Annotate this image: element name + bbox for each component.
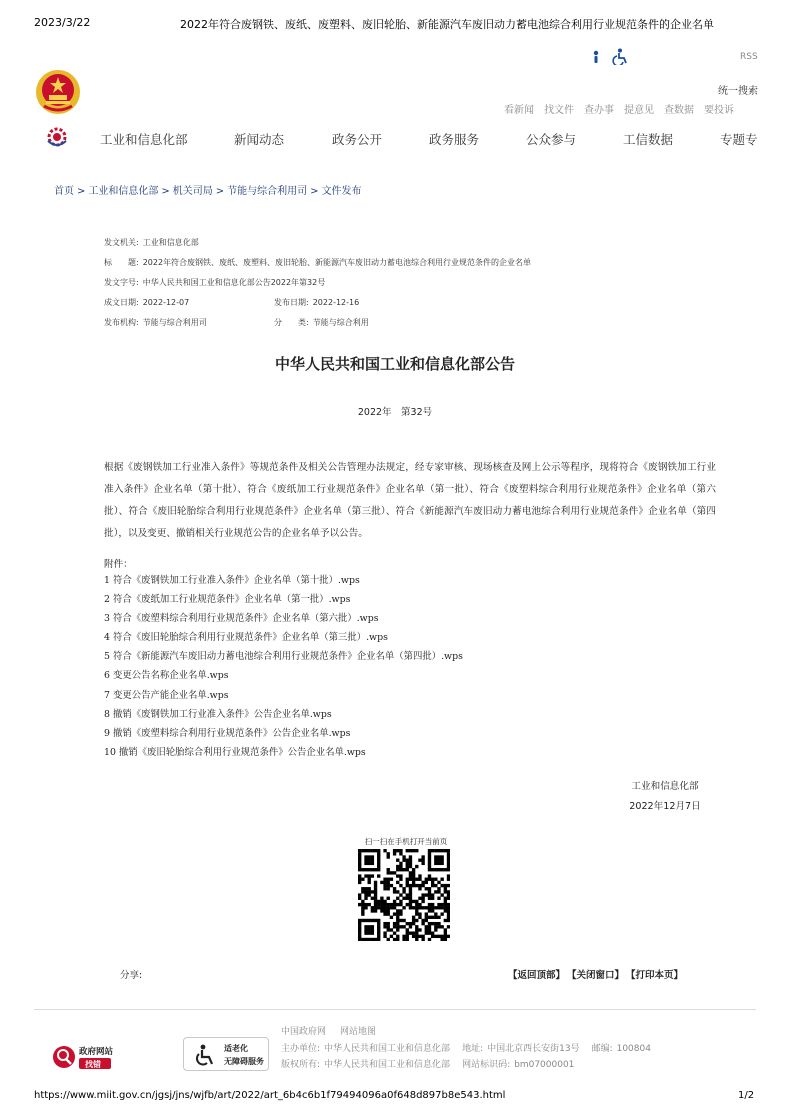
attachment-link[interactable]: 5 符合《新能源汽车废旧动力蓄电池综合利用行业规范条件》企业名单（第四批）.wps [104, 651, 463, 663]
nav-item-data[interactable]: 工信数据 [623, 132, 674, 147]
meta-issuer-value: 工业和信息化部 [142, 238, 199, 247]
breadcrumb-separator: > [310, 186, 319, 197]
gov-error-report-badge[interactable] [52, 1042, 134, 1072]
meta-docno-label: 发文字号: [104, 278, 139, 287]
qr-code-icon [358, 849, 450, 941]
footer-copyright-line [281, 1057, 574, 1070]
breadcrumb-ministry[interactable]: 工业和信息化部 [88, 186, 159, 197]
quick-link-news[interactable]: 看新闻 [504, 105, 534, 116]
meta-issuer [104, 237, 199, 248]
print-page-number: 1/2 [738, 1090, 755, 1101]
attachment-link[interactable]: 7 变更公告产能企业名单.wps [104, 689, 229, 701]
document-number: 2022年 第32号 [357, 407, 433, 418]
meta-org-value: 节能与综合利用司 [142, 318, 207, 327]
print-date: 2023/3/22 [34, 16, 91, 29]
document-title: 中华人民共和国工业和信息化部公告 [274, 355, 515, 373]
attachment-link[interactable]: 6 变更公告名称企业名单.wps [104, 670, 229, 682]
meta-org [104, 317, 207, 328]
meta-docno [104, 277, 325, 288]
nav-item-news[interactable]: 新闻动态 [234, 132, 285, 147]
breadcrumb-energy-dept[interactable]: 节能与综合利用司 [227, 186, 308, 197]
footer-copyright: 中华人民共和国工业和信息化部 [324, 1060, 451, 1070]
a11y-person-icon[interactable] [590, 50, 602, 64]
meta-issuer-label: 发文机关: [104, 238, 139, 247]
attachments-list [104, 571, 463, 762]
national-emblem-icon[interactable] [34, 68, 82, 116]
signature-org: 工业和信息化部 [631, 781, 699, 792]
meta-published-value: 2022-12-16 [312, 298, 360, 307]
page-actions [508, 967, 683, 981]
document-body: 根据《废钢铁加工行业准入条件》等规范条件及相关公告管理办法规定，经专家审核、现场核查及网上公示等程序，现将符合《废钢铁加工行业准入条件》企业名单（第十批）、符合《废纸加工行业规范条件》企业名单（第一批）、符合《废塑料综合利用行业规范条件》企业名单（第六批）、符合《废旧轮胎综合利用行业规范条件》企业名单（第三批）、符合《新能源汽车废旧动力蓄电池综合利用行业规范条件》企业名单（第四批），以及变更、撤销相关行业规范公告的企业名单予以公告。 [104, 462, 716, 539]
quick-link-complaint[interactable]: 要投诉 [704, 105, 734, 116]
breadcrumb-departments[interactable]: 机关司局 [172, 186, 213, 197]
meta-published-label: 发布日期: [274, 298, 309, 307]
wheelchair-icon[interactable] [612, 48, 628, 65]
gov-badge-text: 政府网站 [79, 1047, 114, 1057]
footer-divider [34, 1009, 756, 1010]
meta-category-label: 分 类: [274, 318, 309, 327]
a11y-badge-line1: 适老化 [224, 1044, 248, 1053]
back-to-top-button[interactable]: 【返回顶部】 [508, 970, 566, 981]
breadcrumb [54, 182, 362, 197]
attachment-link[interactable]: 2 符合《废纸加工行业规范条件》企业名单（第一批）.wps [104, 594, 351, 606]
nav-item-services[interactable]: 政务服务 [429, 132, 480, 147]
a11y-badge-line2: 无障碍服务 [224, 1057, 264, 1066]
attachment-link[interactable]: 9 撤销《废塑料综合利用行业规范条件》公告企业名单.wps [104, 727, 351, 739]
meta-category-value: 节能与综合利用 [312, 318, 369, 327]
footer-site-id-label: 网站标识码: [462, 1060, 511, 1070]
breadcrumb-separator: > [215, 186, 225, 197]
footer-postcode: 100804 [616, 1044, 651, 1054]
footer-host-line [281, 1041, 651, 1054]
a11y-service-badge[interactable] [183, 1037, 269, 1071]
footer-links [281, 1024, 376, 1037]
meta-docno-value: 中华人民共和国工业和信息化部公告2022年第32号 [142, 278, 326, 287]
signature-date: 2022年12月7日 [629, 801, 701, 812]
rss-link[interactable]: RSS [740, 52, 758, 62]
footer-link-gov[interactable]: 中国政府网 [281, 1027, 327, 1037]
attachment-link[interactable]: 1 符合《废钢铁加工行业准入条件》企业名单（第十批）.wps [104, 575, 360, 586]
quick-link-feedback[interactable]: 提意见 [624, 105, 654, 116]
meta-published [274, 297, 359, 308]
unified-search-link[interactable]: 统一搜索 [718, 86, 758, 97]
attachment-link[interactable]: 4 符合《废旧轮胎综合利用行业规范条件》企业名单（第三批）.wps [104, 632, 388, 644]
footer-link-sitemap[interactable]: 网站地图 [340, 1027, 377, 1037]
footer-host: 中华人民共和国工业和信息化部 [324, 1044, 451, 1054]
footer-postcode-label: 邮编: [591, 1044, 613, 1054]
meta-title-value: 2022年符合废钢铁、废纸、废塑料、废旧轮胎、新能源汽车废旧动力蓄电池综合利用行业规范条件的企业名单 [142, 258, 532, 267]
breadcrumb-file-release[interactable]: 文件发布 [321, 186, 362, 197]
close-window-button[interactable]: 【关闭窗口】 [567, 970, 625, 981]
meta-created-value: 2022-12-07 [142, 298, 190, 307]
quick-link-data[interactable]: 查数据 [664, 105, 694, 116]
nav-item-ministry[interactable]: 工业和信息化部 [100, 132, 188, 147]
breadcrumb-separator: > [77, 186, 86, 197]
miit-logo-icon[interactable] [46, 127, 68, 147]
attachment-link[interactable]: 3 符合《废塑料综合利用行业规范条件》企业名单（第六批）.wps [104, 613, 379, 625]
quick-link-services[interactable]: 查办事 [584, 105, 614, 116]
quick-links [504, 101, 734, 116]
attachment-link[interactable]: 8 撤销《废钢铁加工行业准入条件》公告企业名单.wps [104, 708, 332, 720]
footer-copyright-label: 版权所有: [281, 1060, 321, 1070]
print-url: https://www.miit.gov.cn/jgsj/jns/wjfb/art/2022/art_6b4c6b1f79494096a0f648d897b8e543.html [34, 1090, 506, 1101]
meta-created-label: 成文日期: [104, 298, 139, 307]
nav-item-topics[interactable]: 专题专 [720, 132, 758, 147]
print-page-button[interactable]: 【打印本页】 [626, 970, 684, 981]
breadcrumb-home[interactable]: 首页 [54, 186, 74, 197]
gov-badge-subtext: 找错 [85, 1060, 101, 1069]
meta-title [104, 257, 531, 268]
attachments-label: 附件： [104, 559, 133, 570]
breadcrumb-separator: > [161, 186, 170, 197]
nav-item-government-affairs[interactable]: 政务公开 [332, 132, 383, 147]
footer-address-label: 地址: [462, 1044, 484, 1054]
qr-label: 扫一扫在手机打开当前页 [364, 837, 448, 846]
meta-category [274, 317, 369, 328]
share-label: 分享: [120, 970, 143, 981]
meta-title-label: 标 题: [104, 258, 139, 267]
wheelchair-badge-icon [192, 1044, 216, 1066]
footer-host-label: 主办单位: [281, 1044, 321, 1054]
attachment-link[interactable]: 10 撤销《废旧轮胎综合利用行业规范条件》公告企业名单.wps [104, 746, 366, 758]
print-title: 2022年符合废钢铁、废纸、废塑料、废旧轮胎、新能源汽车废旧动力蓄电池综合利用行业规范条件的企业名单 [180, 18, 714, 31]
nav-item-public-participation[interactable]: 公众参与 [526, 132, 577, 147]
meta-created [104, 297, 189, 308]
footer-address: 中国北京西长安街13号 [487, 1044, 580, 1054]
quick-link-files[interactable]: 找文件 [544, 105, 574, 116]
main-nav [100, 130, 780, 148]
meta-org-label: 发布机构: [104, 318, 139, 327]
footer-site-id: bm07000001 [514, 1060, 575, 1070]
